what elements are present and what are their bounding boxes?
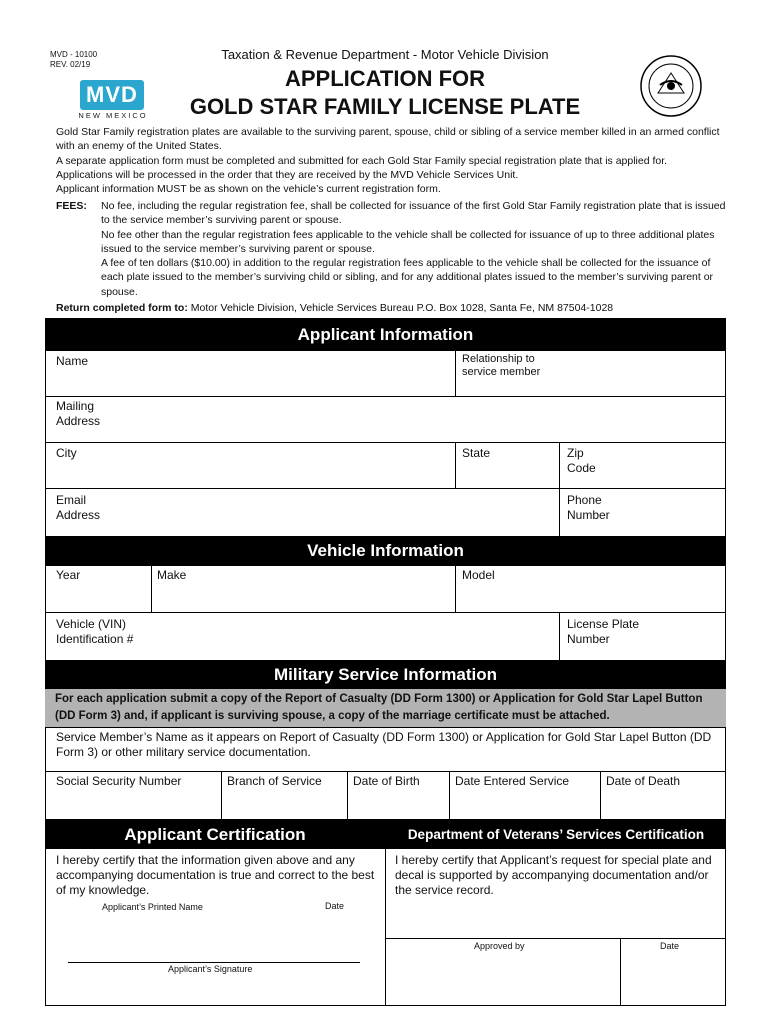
dvs-date-label: Date <box>660 941 680 951</box>
return-label: Return completed form to: <box>56 302 188 314</box>
dvs-cert-text: I hereby certify that Applicant’s request for special plate and decal is supported by accompanying documentation and/or the service record. <box>395 853 712 897</box>
return-address <box>56 302 613 314</box>
make-field-label: Make <box>157 568 187 582</box>
vin-field-label: Vehicle (VIN) Identification # <box>56 617 134 646</box>
applicant-cert-header: Applicant Certification <box>45 820 385 849</box>
signature-line[interactable] <box>68 962 360 963</box>
applicant-cert-text: I hereby certify that the information given above and any accompanying documentation is true and correct to the best of my knowledge. <box>56 853 375 897</box>
dvs-cert-header: Department of Veterans’ Services Certification <box>386 820 726 849</box>
date-entered-service-label: Date Entered Service <box>455 774 570 788</box>
license-plate-field-label: License Plate Number <box>567 617 640 646</box>
military-document-note: For each application submit a copy of the Report of Casualty (DD Form 1300) or Application for Gold Star Lapel Button (DD Form 3) and, if applicant is surviving spouse, a copy of the marriage certificate must be attached. <box>45 689 726 727</box>
relationship-field-label: Relationship to service member <box>462 353 541 378</box>
ssn-field-label: Social Security Number <box>56 774 182 788</box>
vehicle-info-header: Vehicle Information <box>45 536 726 566</box>
phone-field-label: Phone Number <box>567 493 610 522</box>
city-field-label: City <box>56 446 77 460</box>
signature-label: Applicant’s Signature <box>168 964 253 974</box>
fee-item: A fee of ten dollars ($10.00) in addition to the regular registration fees applicable to the vehicle shall be collected for the issuance of each plate issued to the member’s surviving child or sibling, and for any additional plates issued to the member’s surviving parent or spouse. <box>101 257 714 298</box>
state-seal-icon <box>640 55 702 117</box>
date-label: Date <box>325 901 345 911</box>
form-title-line1: APPLICATION FOR <box>284 66 486 91</box>
military-info-header: Military Service Information <box>45 660 726 689</box>
department-name: Taxation & Revenue Department - Motor Vehicle Division <box>221 47 549 62</box>
zip-field-label: Zip Code <box>567 446 596 475</box>
year-field-label: Year <box>56 568 81 582</box>
state-field-label: State <box>462 446 491 460</box>
intro-text <box>56 125 726 196</box>
fee-item: No fee, including the regular registration fee, shall be collected for issuance of the first Gold Star Family registration plate that is issued to the service member’s surviving parent or spouse. <box>101 200 726 227</box>
fees-section <box>56 199 726 299</box>
date-of-death-label: Date of Death <box>606 774 681 788</box>
name-field-label: Name <box>56 354 89 368</box>
email-field-label: Email Address <box>56 493 101 522</box>
mailing-address-field-label: Mailing Address <box>56 399 101 428</box>
intro-paragraph: Applications will be processed in the order that they are received by the MVD Vehicle Services Unit. <box>56 168 519 181</box>
mvd-logo-subtitle: NEW MEXICO <box>78 111 148 120</box>
dob-field-label: Date of Birth <box>353 774 420 788</box>
intro-paragraph: A separate application form must be completed and submitted for each Gold Star Family special registration plate that is applied for. <box>56 154 668 167</box>
form-title-line2: GOLD STAR FAMILY LICENSE PLATE <box>189 94 581 119</box>
fees-label: FEES: <box>56 200 87 212</box>
intro-paragraph: Applicant information MUST be as shown on the vehicle’s current registration form. <box>56 183 441 196</box>
form-revision: REV. 02/19 <box>50 60 91 69</box>
return-address-text: Motor Vehicle Division, Vehicle Services Bureau P.O. Box 1028, Santa Fe, NM 87504-1028 <box>190 302 614 314</box>
form-number: MVD - 10100 <box>50 50 98 59</box>
approved-by-label: Approved by <box>474 941 525 951</box>
fee-item: No fee other than the regular registration fees applicable to the vehicle shall be collected for issuance of up to three additional plates issued to the service member’s surviving parent or spouse. <box>101 228 715 255</box>
service-member-name-label: Service Member’s Name as it appears on Report of Casualty (DD Form 1300) or Application for Gold Star Lapel Button (DD Form 3) or other military service documentation. <box>56 730 712 759</box>
mvd-logo: MVD <box>80 80 144 110</box>
branch-field-label: Branch of Service <box>227 774 322 788</box>
applicant-info-header: Applicant Information <box>45 319 726 351</box>
intro-paragraph: Gold Star Family registration plates are available to the surviving parent, spouse, child or sibling of a service member killed in an armed conflict with an enemy of the United States. <box>56 126 720 153</box>
model-field-label: Model <box>462 568 495 582</box>
printed-name-label: Applicant’s Printed Name <box>102 902 203 912</box>
